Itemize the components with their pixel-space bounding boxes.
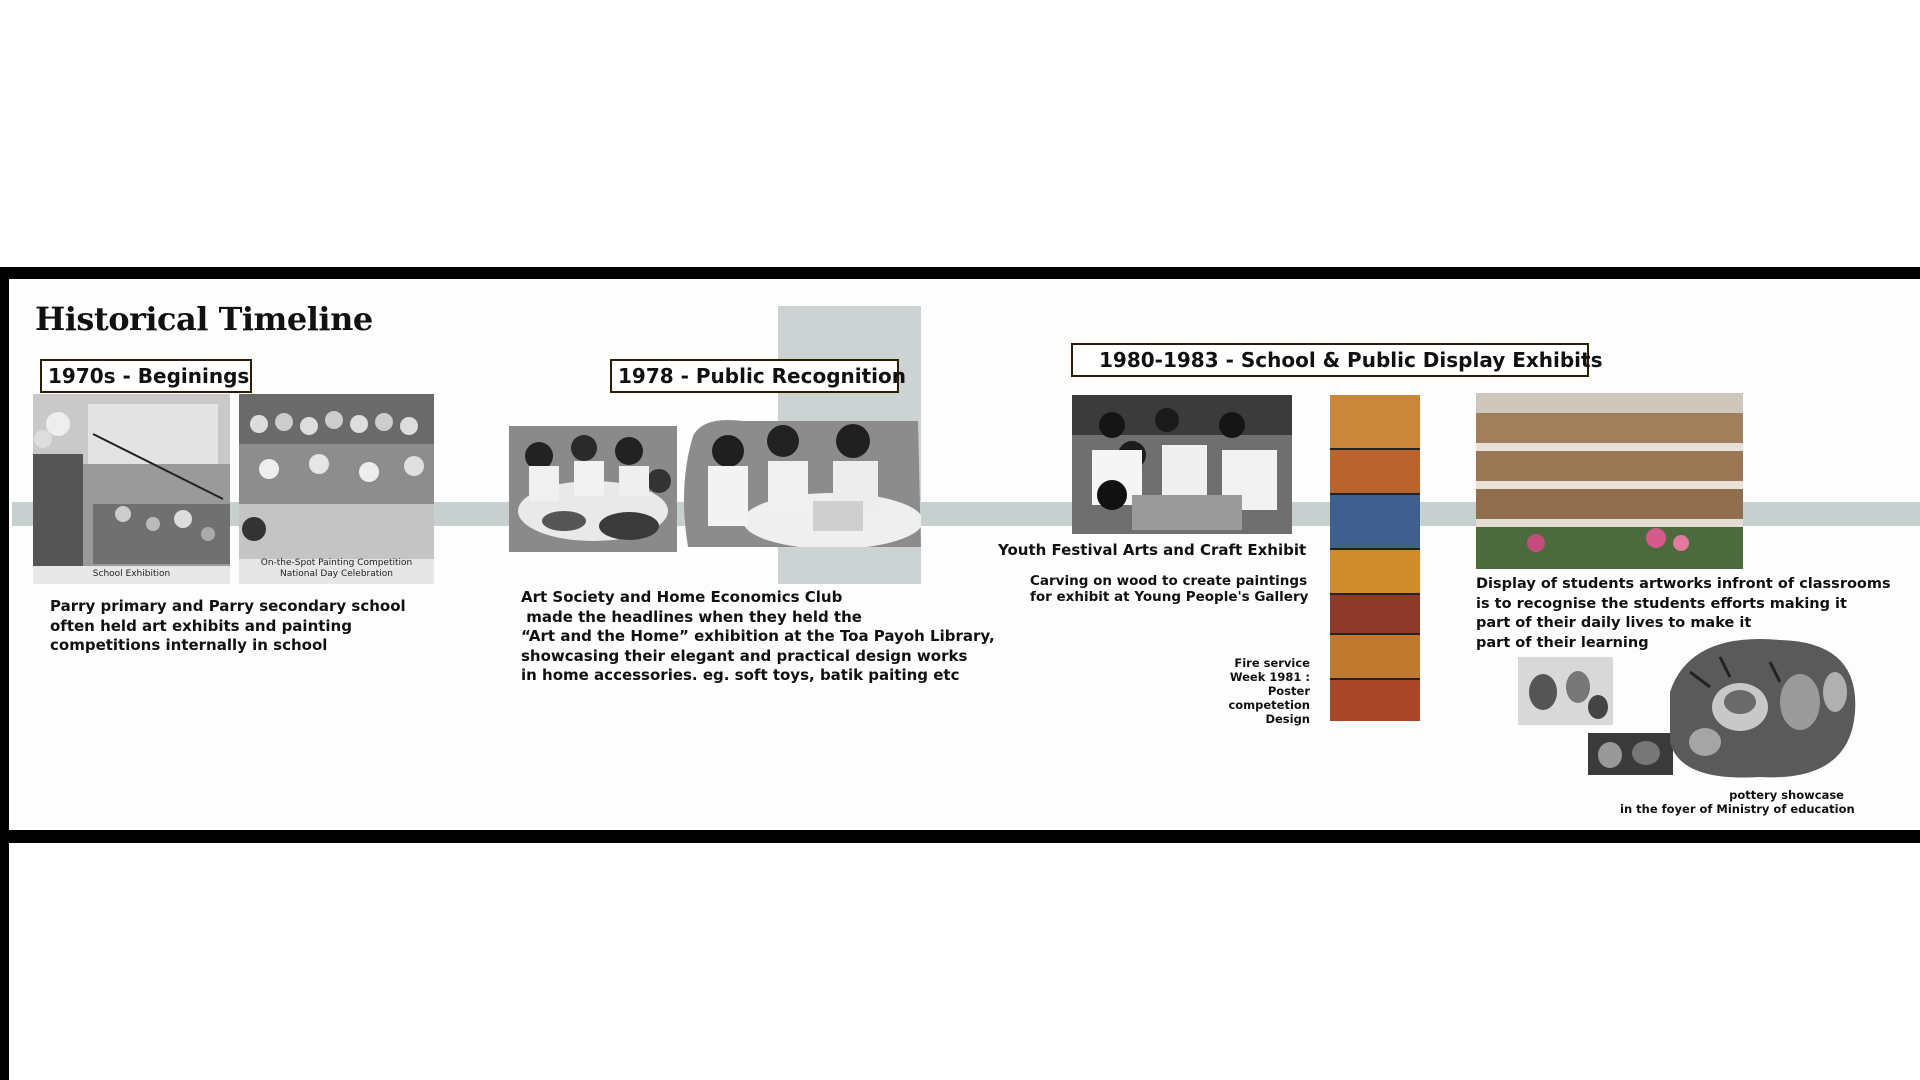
poster-fire-service xyxy=(1330,395,1420,721)
photo-painting-competition xyxy=(239,394,434,584)
label-1978: 1978 - Public Recognition xyxy=(610,359,899,393)
text-line: in home accessories. eg. soft toys, batik paiting etc xyxy=(521,666,960,684)
text-line: “Art and the Home” exhibition at the Toa Payoh Library, xyxy=(521,627,995,645)
text-line: Week 1981 : xyxy=(1229,670,1310,684)
photo1-caption: School Exhibition xyxy=(92,569,171,579)
text-line: in the foyer of Ministry of education xyxy=(1620,802,1855,816)
photo-school-exhibition xyxy=(33,394,230,584)
text-line: often held art exhibits and painting xyxy=(50,616,352,635)
photo-art-society xyxy=(509,426,677,552)
photo-classroom-display xyxy=(1476,393,1743,569)
frame-bottom-bar xyxy=(0,830,1920,843)
photo-home-economics xyxy=(683,416,921,547)
page-title: Historical Timeline xyxy=(35,300,373,338)
label-1980-1983: 1980-1983 - School & Public Display Exhibits xyxy=(1071,343,1589,377)
text-line: competitions internally in school xyxy=(50,636,328,654)
label-1970s: 1970s - Beginings xyxy=(40,359,252,393)
text-line: is to recognise the students efforts making it xyxy=(1476,595,1847,612)
text-line: Poster xyxy=(1267,684,1310,698)
text-line: made the headlines when they held the xyxy=(521,607,862,626)
youth-text xyxy=(1030,573,1309,605)
text-line: Display of students artworks infront of classrooms xyxy=(1476,576,1891,592)
photo-pottery-showcase xyxy=(1650,632,1860,782)
text-line: showcasing their elegant and practical design works xyxy=(521,646,968,665)
photo-youth-festival xyxy=(1072,395,1292,534)
frame-left-bar xyxy=(0,267,9,1080)
text-1978 xyxy=(521,588,995,686)
photo2-caption-line1: On-the-Spot Painting Competition xyxy=(260,558,413,568)
text-line: competetion xyxy=(1228,698,1310,712)
youth-heading: Youth Festival Arts and Craft Exhibit xyxy=(998,541,1307,559)
text-line: part of their daily lives to make it xyxy=(1476,615,1752,631)
text-line: pottery showcase xyxy=(1729,788,1844,802)
text-1970s xyxy=(50,597,406,656)
frame-top-bar xyxy=(0,267,1920,279)
text-line: for exhibit at Young People's Gallery xyxy=(1030,589,1309,605)
text-line: Parry primary and Parry secondary school xyxy=(50,597,406,615)
text-line: Art Society and Home Economics Club xyxy=(521,588,843,606)
text-line: Design xyxy=(1265,712,1310,726)
text-line: Fire service xyxy=(1234,656,1310,670)
pottery-text xyxy=(1620,788,1855,816)
photo2-caption-line2: National Day Celebration xyxy=(279,569,394,579)
text-line: part of their learning xyxy=(1476,634,1649,651)
photo-pottery-small-1 xyxy=(1518,657,1613,725)
text-line: Carving on wood to create paintings xyxy=(1030,573,1308,589)
fire-service-text xyxy=(1210,656,1310,726)
